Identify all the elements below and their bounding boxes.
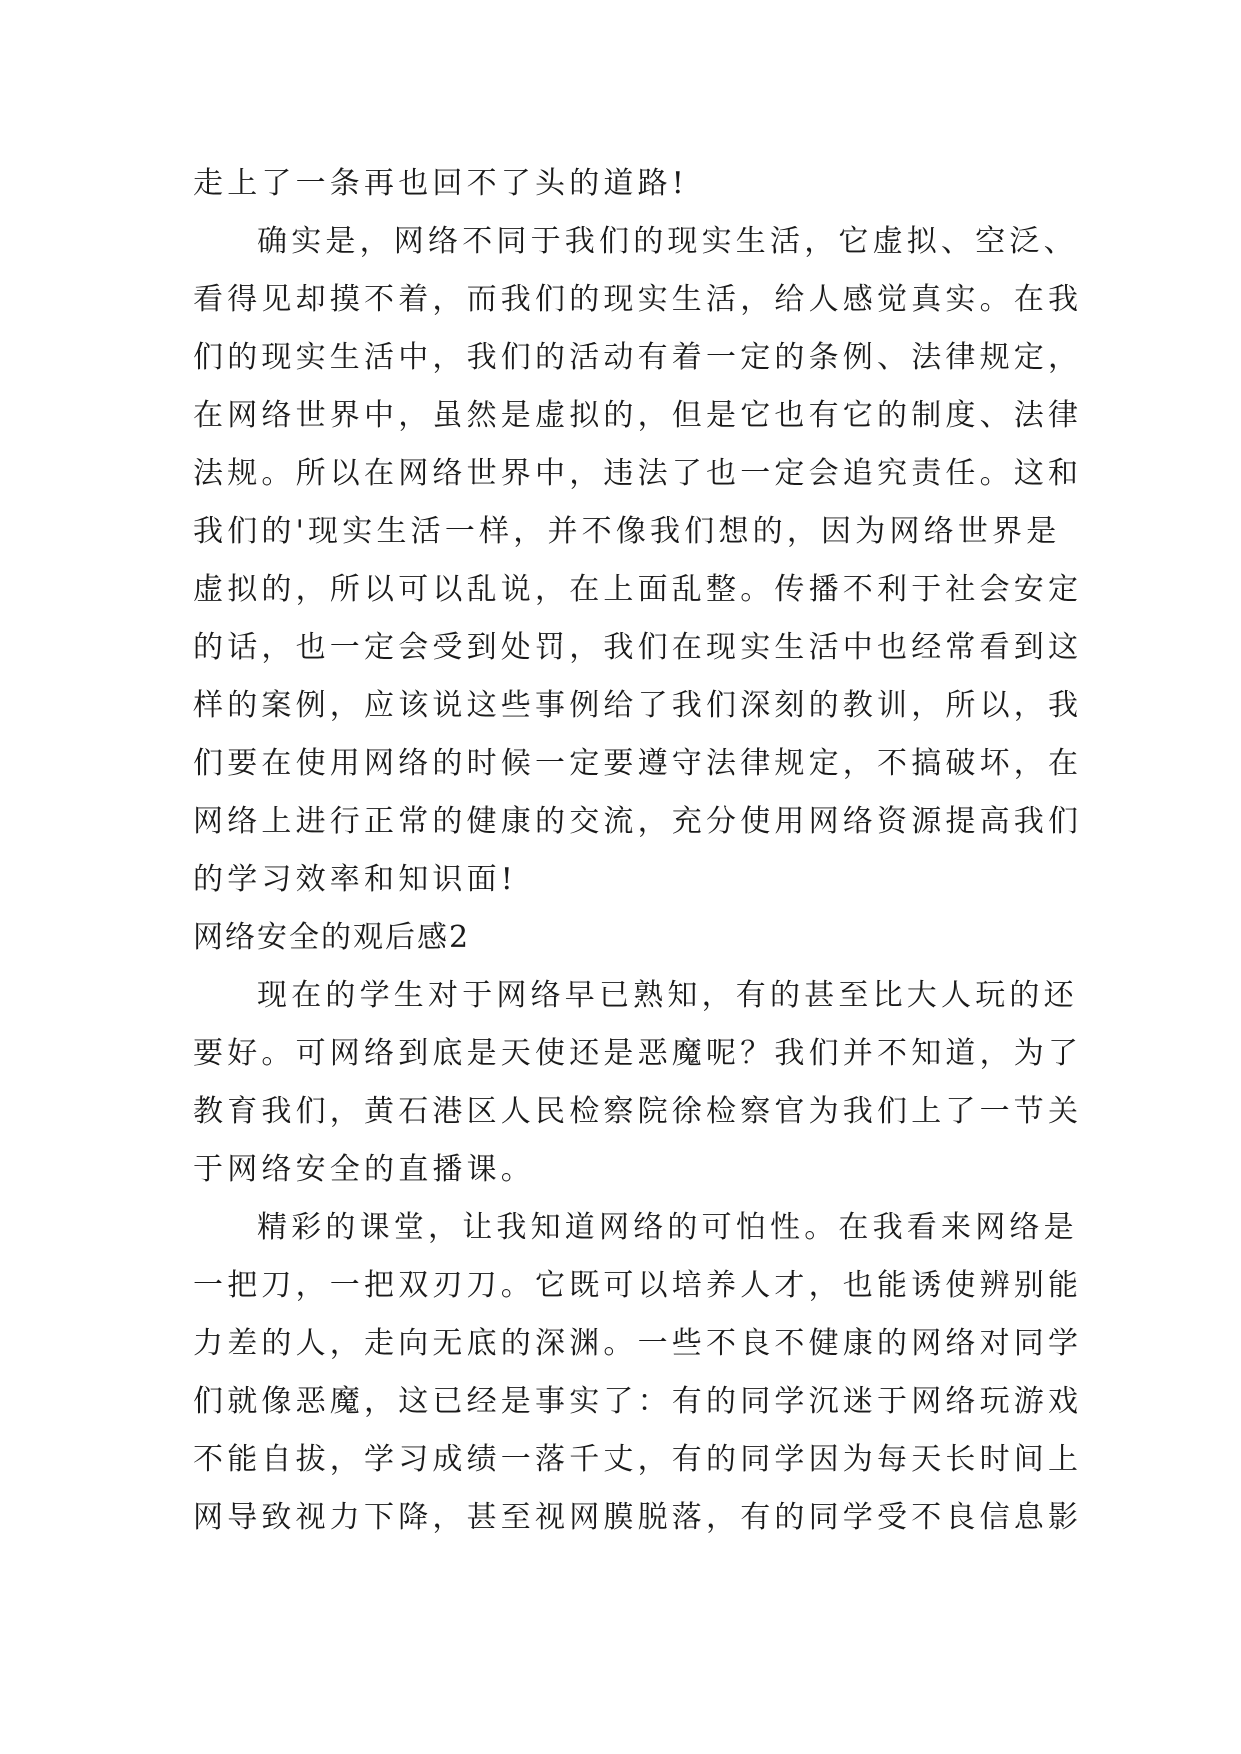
paragraph-line: 要好。可网络到底是天使还是恶魔呢？我们并不知道，为了 (193, 1036, 1083, 1071)
paragraph-line: 的学习效率和知识面! (193, 862, 518, 897)
paragraph-line: 一把刀，一把双刃刀。它既可以培养人才，也能诱使辨别能 (193, 1268, 1083, 1303)
paragraph-line: 样的案例，应该说这些事例给了我们深刻的教训，所以，我 (193, 688, 1083, 723)
paragraph-line: 网导致视力下降，甚至视网膜脱落，有的同学受不良信息影 (193, 1500, 1083, 1535)
paragraph-line: 不能自拔，学习成绩一落千丈，有的同学因为每天长时间上 (193, 1442, 1083, 1477)
paragraph-first-line: 现在的学生对于网络早已熟知，有的甚至比大人玩的还 (257, 978, 1078, 1013)
paragraph-first-line: 精彩的课堂，让我知道网络的可怕性。在我看来网络是 (257, 1210, 1078, 1245)
paragraph-line: 教育我们，黄石港区人民检察院徐检察官为我们上了一节关 (193, 1094, 1083, 1129)
paragraph-line: 在网络世界中，虽然是虚拟的，但是它也有它的制度、法律 (193, 398, 1083, 433)
paragraph-line: 虚拟的，所以可以乱说，在上面乱整。传播不利于社会安定 (193, 572, 1083, 607)
paragraph-line: 看得见却摸不着，而我们的现实生活，给人感觉真实。在我 (193, 282, 1083, 317)
paragraph-first-line: 确实是，网络不同于我们的现实生活，它虚拟、空泛、 (257, 224, 1078, 259)
paragraph-line: 们就像恶魔，这已经是事实了：有的同学沉迷于网络玩游戏 (193, 1384, 1083, 1419)
paragraph-line: 走上了一条再也回不了头的道路! (193, 166, 689, 201)
paragraph-line: 们要在使用网络的时候一定要遵守法律规定，不搞破坏，在 (193, 746, 1083, 781)
paragraph-line: 我们的'现实生活一样，并不像我们想的，因为网络世界是 (193, 514, 1061, 549)
paragraph-line: 于网络安全的直播课。 (193, 1152, 535, 1187)
paragraph-line: 们的现实生活中，我们的活动有着一定的条例、法律规定， (193, 340, 1083, 375)
paragraph-line: 的话，也一定会受到处罚，我们在现实生活中也经常看到这 (193, 630, 1083, 665)
paragraph-line: 网络上进行正常的健康的交流，充分使用网络资源提高我们 (193, 804, 1083, 839)
section-heading: 网络安全的观后感2 (193, 920, 471, 955)
paragraph-line: 法规。所以在网络世界中，违法了也一定会追究责任。这和 (193, 456, 1083, 491)
paragraph-line: 力差的人，走向无底的深渊。一些不良不健康的网络对同学 (193, 1326, 1083, 1361)
